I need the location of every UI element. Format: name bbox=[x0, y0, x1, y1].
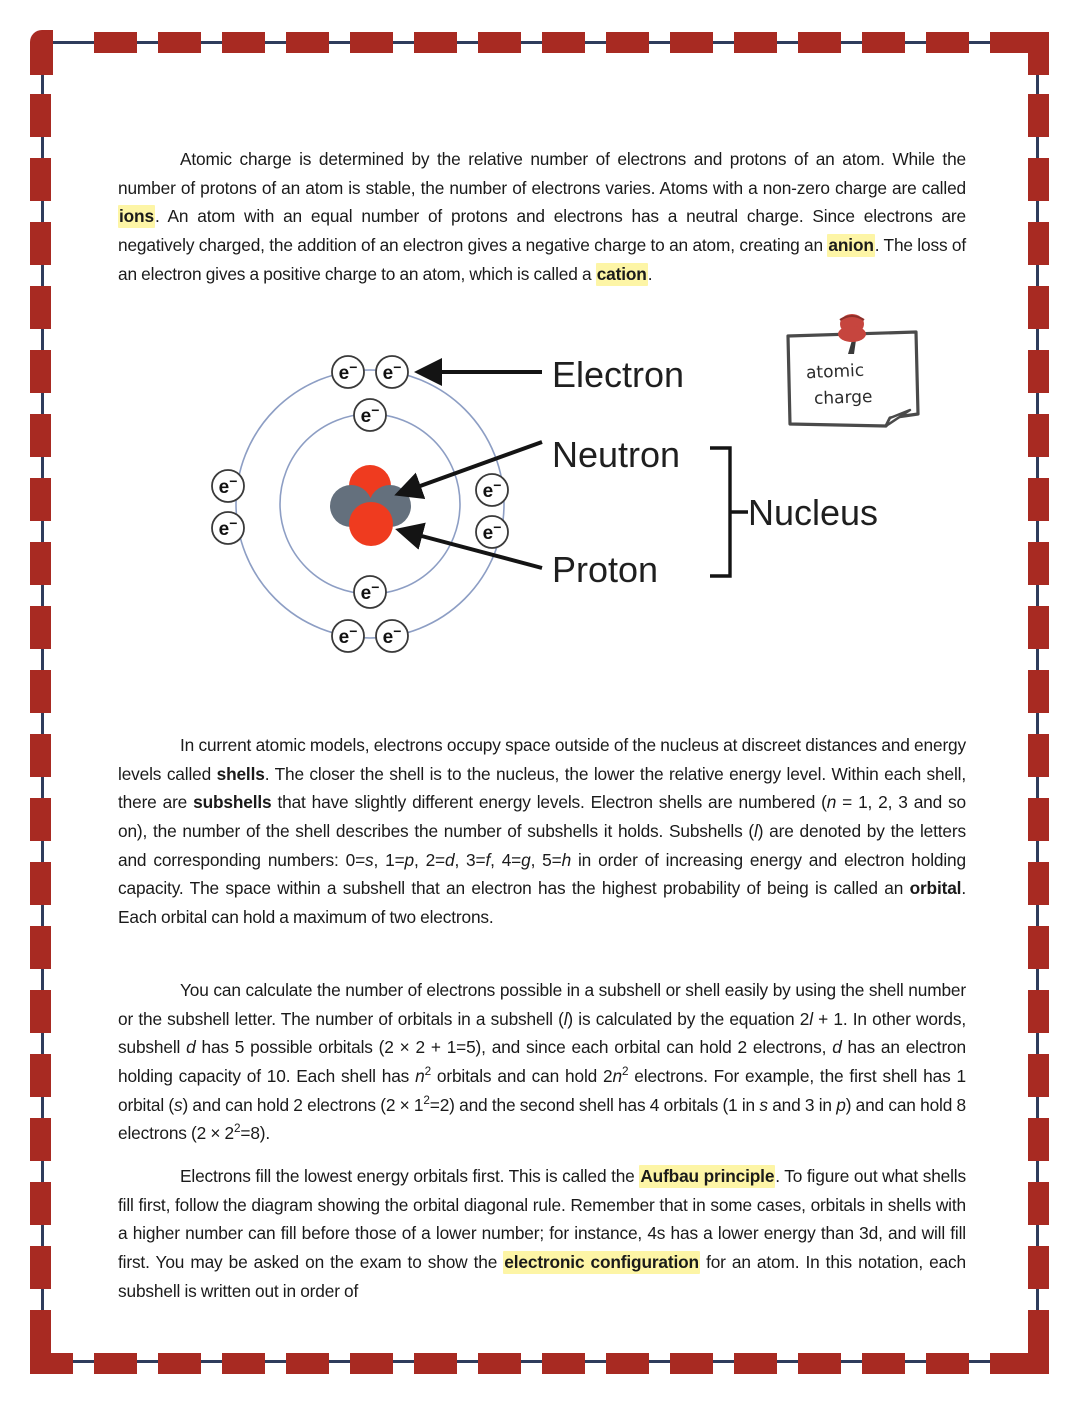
nucleus-bracket bbox=[710, 448, 730, 576]
electron-label: e− bbox=[360, 402, 380, 427]
italic-symbol: l bbox=[563, 1008, 568, 1029]
italic-symbol: f bbox=[485, 849, 491, 870]
paragraph-orbital-math: You can calculate the number of electrons possible in a subshell or shell easily by using the shell number or the subshell letter. The number of orbitals in a subshell (l) is calculated by the equation 2l + 1. In other words, subshell d has 5 possible orbitals (2 × 2 + 1=5), and since each orbital can hold 2 electrons, d has an electron holding capacity of 10. Each shell has $n^2$ orbitals and can hold $2n^2$ electrons. For example, the first shell has 1 orbital (s) and can hold 2 electrons $(2 \times 1^2=2)$ and the second shell has 4 orbitals (1 in s and 3 in p) and can hold 8 electrons $(2 \times 2^2=8)$. bbox=[118, 980, 967, 1144]
italic-symbol: s bbox=[173, 1094, 183, 1115]
label-nucleus: Nucleus bbox=[748, 492, 879, 533]
electron-marker bbox=[212, 470, 244, 502]
electron-marker bbox=[332, 356, 364, 388]
arrow-to-neutron bbox=[398, 442, 542, 494]
italic-symbol: p bbox=[836, 1094, 846, 1115]
note-text-line-2: charge bbox=[813, 386, 873, 410]
nucleus-group bbox=[330, 465, 411, 546]
italic-symbol: d bbox=[444, 849, 455, 870]
bold-term: orbital bbox=[909, 878, 962, 899]
highlighted-term: cation bbox=[596, 263, 647, 284]
superscript: 2 bbox=[423, 1093, 430, 1107]
italic-symbol: p bbox=[404, 849, 414, 870]
electron-label: e− bbox=[218, 515, 238, 540]
pinned-sticky-note bbox=[778, 306, 930, 434]
electron-label: e− bbox=[218, 473, 238, 498]
electron-label: e− bbox=[382, 623, 402, 648]
italic-symbol: s bbox=[759, 1094, 768, 1115]
superscript: 2 bbox=[234, 1122, 241, 1136]
highlighted-term: anion bbox=[828, 235, 874, 256]
bold-term: subshells bbox=[193, 792, 272, 813]
italic-symbol: g bbox=[521, 849, 531, 870]
electron-label: e− bbox=[360, 579, 380, 604]
electron-marker bbox=[376, 620, 408, 652]
proton-particle-bottom bbox=[349, 502, 393, 546]
italic-symbol: d bbox=[832, 1037, 842, 1058]
electron-marker bbox=[332, 620, 364, 652]
bold-term: shells bbox=[216, 763, 265, 784]
label-neutron: Neutron bbox=[552, 434, 681, 475]
electron-marker bbox=[476, 516, 508, 548]
highlighted-term: electronic configuration bbox=[504, 1252, 699, 1273]
italic-symbol-with-exponent: $n^2$ bbox=[612, 1065, 629, 1087]
highlighted-term: ions bbox=[119, 206, 154, 227]
electron-label: e− bbox=[482, 519, 502, 544]
italic-symbol: h bbox=[561, 849, 572, 870]
arrow-to-proton bbox=[399, 530, 542, 568]
electron-marker bbox=[376, 356, 408, 388]
italic-symbol: s bbox=[365, 849, 374, 870]
paragraph-shells-subshells: In current atomic models, electrons occupy space outside of the nucleus at discreet distances and energy levels called shells. The closer the shell is to the nucleus, the lower the relative energy level. Within each shell, there are subshells that have slightly different energy levels. Electron shells are numbered (n = 1, 2, 3 and so on), the number of the shell describes the number of subshells it holds. Subshells (l) are denoted by the letters and corresponding numbers: 0=s, 1=p, 2=d, 3=f, 4=g, 5=h in order of increasing energy and electron holding capacity. The space within a subshell that an electron has the highest probability of being is called an orbital. Each orbital can hold a maximum of two electrons. bbox=[118, 735, 967, 927]
electron-label: e− bbox=[382, 359, 402, 384]
electron-label: e− bbox=[338, 623, 358, 648]
italic-symbol-with-exponent: $n^2$ bbox=[415, 1065, 431, 1087]
italic-symbol: l bbox=[754, 821, 758, 842]
label-proton: Proton bbox=[552, 549, 659, 590]
electron-marker bbox=[354, 399, 386, 431]
label-electron: Electron bbox=[552, 354, 685, 395]
paragraph-aufbau-principle: Electrons fill the lowest energy orbitals first. This is called the Aufbau principle. To figure out what shells fill first, follow the diagram showing the orbital diagonal rule. Remember that in some cases, orbitals in shells with a higher number can fill before those of a lower number; for instance, 4s has a lower energy than 3d, and will fill first. You may be asked on the exam to show the electronic configuration for an atom. In this notation, each subshell is written out in order of bbox=[118, 1166, 966, 1301]
note-text-line-1: atomic bbox=[805, 360, 865, 384]
electron-marker bbox=[476, 474, 508, 506]
italic-symbol: l bbox=[809, 1008, 813, 1029]
italic-symbol: d bbox=[186, 1037, 196, 1058]
highlighted-term: Aufbau principle bbox=[640, 1166, 775, 1187]
italic-symbol: n bbox=[826, 792, 837, 813]
electron-label: e− bbox=[482, 477, 502, 502]
electron-label: e− bbox=[338, 359, 358, 384]
paragraph-atomic-charge: Atomic charge is determined by the relative number of electrons and protons of an atom. While the number of protons of an atom is stable, the number of electrons varies. Atoms with a non-zero charge are called ions. An atom with an equal number of protons and electrons has a neutral charge. Since electrons are negatively charged, the addition of an electron gives a negative charge to an atom, creating an anion. The loss of an electron gives a positive charge to an atom, which is called a cation. bbox=[118, 149, 966, 284]
electron-marker bbox=[212, 512, 244, 544]
electron-marker bbox=[354, 576, 386, 608]
